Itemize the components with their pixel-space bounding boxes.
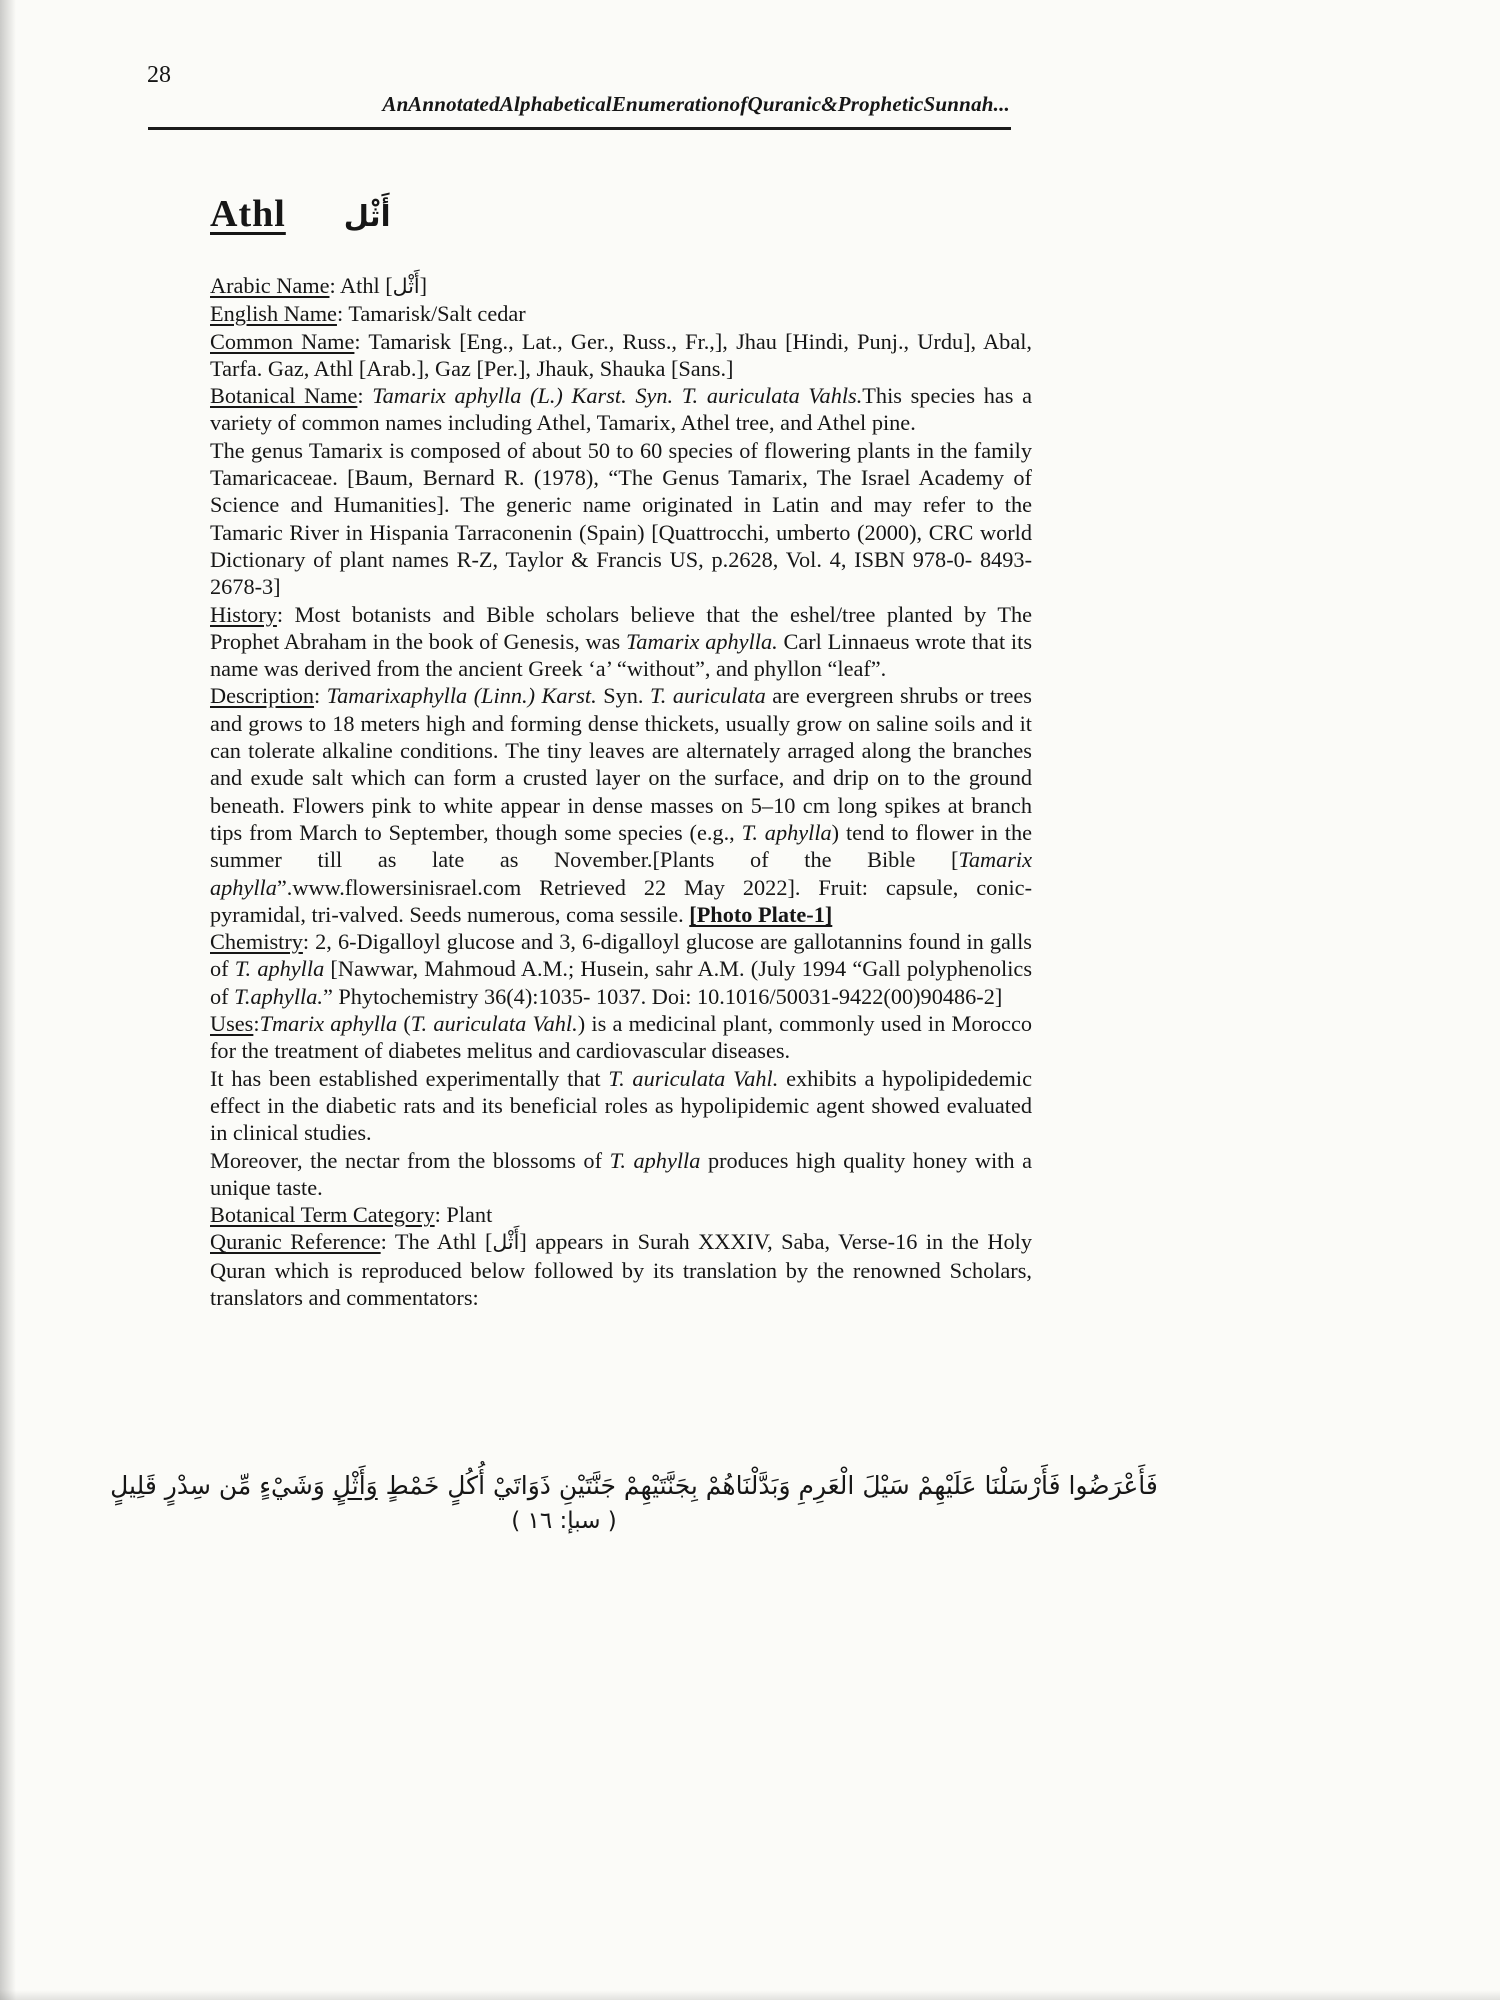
text-segment: : Tamarisk/Salt cedar [336, 301, 526, 327]
paragraph [210, 601, 1032, 683]
text-segment: : 2, 6-Digalloyl glucose and 3, 6-digalloyl glucose are gallotannins found in galls of [210, 929, 1032, 982]
scan-edge-shadow [0, 0, 16, 2000]
text-segment: Carl Linnaeus wrote that its name was derived from the ancient Greek ‘a’ “without”, and phyllon “leaf”. [210, 628, 1032, 682]
quran-verse-block [0, 1468, 1268, 1534]
text-segment: [Photo Plate-1] [689, 901, 833, 927]
entry-title: Athl [210, 193, 286, 235]
verse-text-post: وَشَيْءٍ مِّن سِدْرٍ قَلِيلٍ [110, 1471, 333, 1500]
text-segment: exhibits a hypolipidedemic effect in the diabetic rats and its beneficial roles as hypolipidemic agent showed evaluated in clinical studies. [210, 1065, 1032, 1146]
text-segment: : Plant [434, 1202, 493, 1228]
text-segment: Syn. [596, 683, 651, 709]
paragraph [210, 928, 1032, 1010]
verse-text-pre: فَأَعْرَضُوا فَأَرْسَلْنَا عَلَيْهِمْ سَيْلَ الْعَرِمِ وَبَدَّلْنَاهُمْ بِجَنَّتَيْهِمْ جَنَّتَيْنِ ذَوَاتَيْ أُكُلٍ خَمْطٍ [377, 1471, 1158, 1500]
text-segment: T.aphylla. [234, 983, 323, 1009]
entry-title-arabic: أَثْل [343, 199, 391, 233]
page-number: 28 [147, 62, 171, 88]
text-segment: produces high quality honey with a unique taste. [210, 1147, 1033, 1200]
text-segment: : [253, 1011, 260, 1037]
text-segment: Tmarix aphylla [259, 1011, 398, 1037]
paragraph [210, 1147, 1032, 1202]
text-segment: T. aphylla [609, 1147, 701, 1173]
header-rule [148, 127, 1011, 130]
arabic-inline-text: أَثْل [492, 1230, 520, 1255]
text-segment: [Nawwar, Mahmoud A.M.; Husein, sahr A.M. (July 1994 “Gall polyphenolics of [210, 956, 1032, 1009]
text-segment: ”.www.flowersinisrael.com Retrieved 22 May 2022]. Fruit: capsule, conic-pyramidal, tri-valved. Seeds numerous, coma sessile. [210, 874, 1032, 927]
paragraph [210, 328, 1032, 383]
text-segment: Botanical Term Category [210, 1202, 435, 1228]
text-segment: ] [419, 273, 428, 298]
text-segment: History [210, 601, 277, 627]
text-segment: : The Athl [ [380, 1229, 493, 1255]
text-segment: : Athl [ [329, 273, 393, 298]
text-segment: ] appears in Surah XXXIV, Saba, Verse-16 in the Holy Quran which is reproduced below followed by its translation by the renowned Scholars, translators and commentators: [210, 1229, 1032, 1310]
text-segment: Tamarix aphylla [210, 847, 1032, 900]
text-segment: Arabic Name [210, 273, 330, 298]
text-segment: T. auriculata Vahl. [608, 1065, 779, 1091]
paragraph [210, 300, 1032, 327]
text-segment: The genus Tamarix is composed of about 50 to 60 species of flowering plants in the family Tamaricaceae. [Baum, Bernard R. (1978), “The Genus Tamarix, The Israel Academy of Science and Humanities]. The generic name originated in Latin and may refer to the Tamaric River in Hispania Tarraconenin (Spain) [Quattrocchi, umberto (2000), CRC world Dictionary of plant names R-Z, Taylor & Francis US, p.2628, Vol. 4, ISBN 978-0- 8493-2678-3] [210, 437, 1032, 600]
text-segment: Uses [210, 1011, 254, 1037]
paragraph [210, 437, 1032, 601]
text-segment: T. auriculata Vahl. [410, 1011, 578, 1037]
text-segment: Description [210, 683, 315, 709]
text-segment: are evergreen shrubs or trees and grows to 18 meters high and forming dense thickets, usually grow on saline soils and it can tolerate alkaline conditions. The tiny leaves are alternately arraged along the branches and exude salt which can form a crusted layer on the surface, and drip on to the ground beneath. Flowers pink to white appear in dense masses on 5–10 cm long spikes at branch tips from March to September, though some species (e.g., [210, 683, 1032, 845]
text-segment: Common Name [210, 328, 355, 354]
text-segment: Botanical Name [210, 383, 358, 409]
text-segment: T. aphylla [234, 956, 325, 982]
text-segment: Tamarix aphylla (L.) Karst. Syn. T. auriculata Vahls. [372, 383, 863, 409]
arabic-inline-text: أَثْل [392, 274, 420, 298]
entry-title-row [210, 192, 391, 236]
text-segment: ( [397, 1011, 411, 1037]
text-segment: T. aphylla [741, 819, 832, 845]
verse-reference: ( سبإ: ١٦ ) [511, 1508, 617, 1535]
text-segment: Quranic Reference [210, 1229, 381, 1255]
text-segment: Chemistry [210, 929, 303, 955]
body-paragraphs [210, 272, 1032, 1311]
running-header: An AnnotatedAlphabeticalEnumerationofQuranic&PropheticSunnah... [382, 92, 1010, 116]
paragraph [210, 1201, 1032, 1228]
paragraph [210, 382, 1032, 437]
text-segment: T. auriculata [650, 683, 766, 709]
text-segment: : [314, 683, 327, 709]
text-segment: Tamarix aphylla. [625, 628, 778, 654]
paragraph [210, 1065, 1032, 1147]
text-segment: : [357, 383, 373, 409]
text-segment: It has been established experimentally that [210, 1065, 609, 1091]
quran-verse-arabic [0, 1468, 1268, 1504]
scan-bottom-shadow [0, 1990, 1500, 2000]
text-segment: : Tamarisk [Eng., Lat., Ger., Russ., Fr.,], Jhau [Hindi, Punj., Urdu], Abal, Tarfa. Gaz, Athl [Arab.], Gaz [Per.], Jhauk, Shauka [Sans.] [210, 328, 1032, 381]
text-segment: : Most botanists and Bible scholars believe that the eshel/tree planted by The Prophet Abraham in the book of Genesis, was [210, 601, 1032, 654]
text-segment: This species has a variety of common names including Athel, Tamarix, Athel tree, and Athel pine. [210, 383, 1032, 436]
text-segment: Tamarixaphylla (Linn.) Karst. [326, 683, 597, 709]
paragraph [210, 272, 1032, 300]
text-segment: Moreover, the nectar from the blossoms of [210, 1147, 610, 1173]
text-segment: ) tend to flower in the summer till as late as November.[Plants of the Bible [ [210, 819, 1032, 873]
verse-athl-word: وَأَثْلٍ [332, 1471, 378, 1500]
text-segment: ) is a medicinal plant, commonly used in Morocco for the treatment of diabetes melitus and cardiovascular diseases. [210, 1011, 1032, 1064]
paragraph [210, 682, 1032, 928]
paragraph [210, 1010, 1032, 1065]
text-segment: ” Phytochemistry 36(4):1035- 1037. Doi: 10.1016/50031-9422(00)90486-2] [322, 983, 1003, 1009]
text-segment: English Name [210, 301, 337, 327]
paragraph [210, 1228, 1032, 1311]
